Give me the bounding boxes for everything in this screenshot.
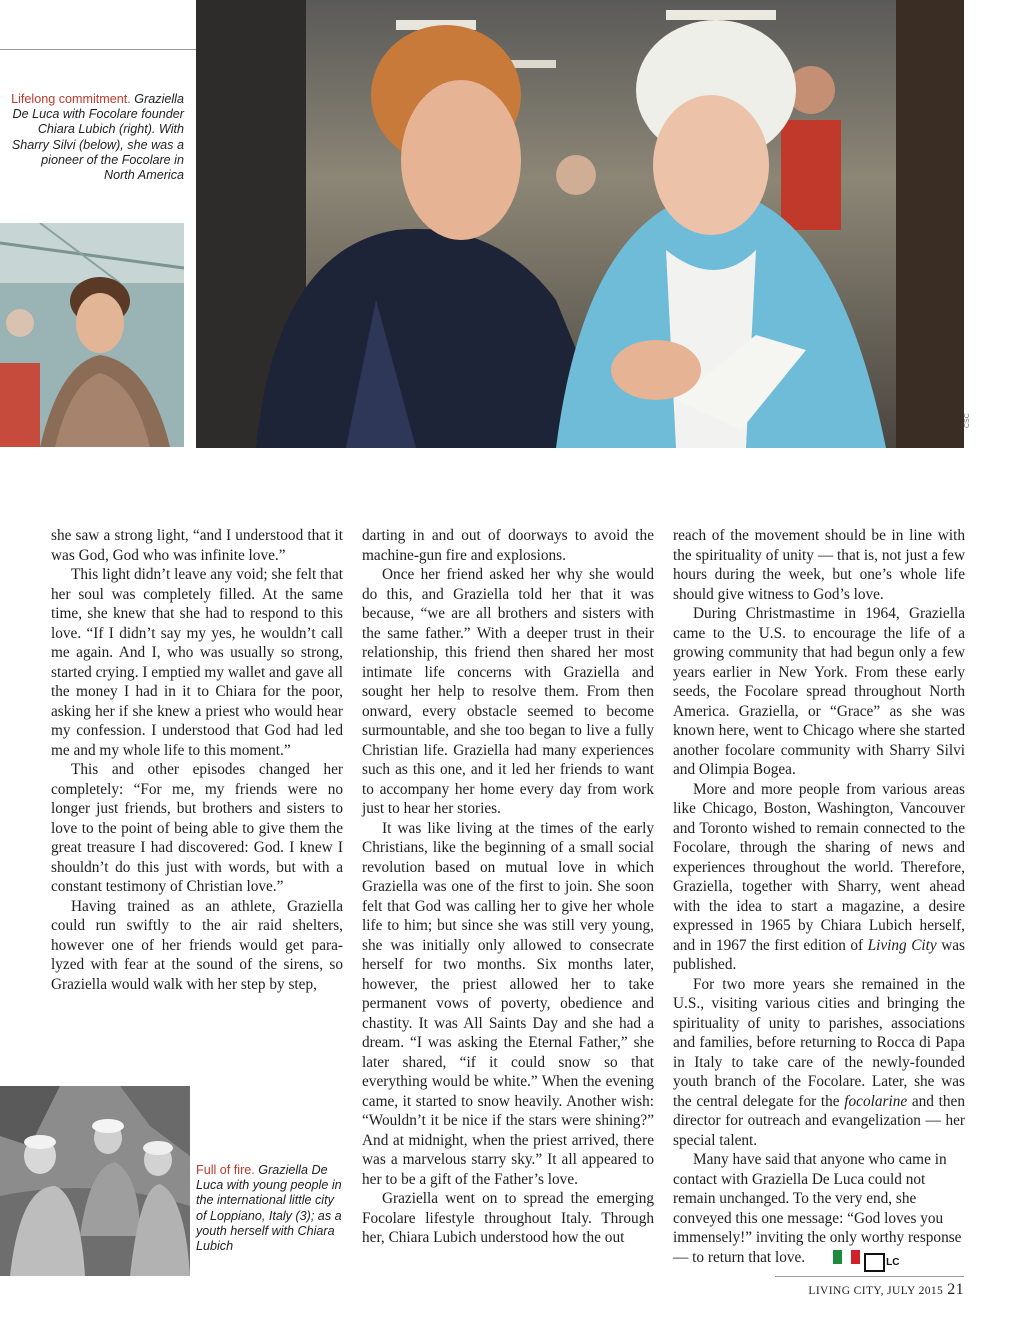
paragraph: This light didn’t leave any void; she felt that her soul was completely filled. At the same time, she knew that she had to respond to this love. “If I didn’t say my yes, he wouldn’t call me again. And I, who was usually so strong, started crying. I emptied my wallet and gave all the money I had in it to Chiara for the poor, asking her if she knew a priest who would hear my confession. I understood that God had led me and my whole life to this moment.” <box>51 566 343 759</box>
text-run: and then director for outreach and evangelization — her special talent. <box>673 1092 965 1149</box>
article-column-1 <box>51 526 343 994</box>
article-column-2 <box>362 526 654 1248</box>
caption-bottom-body: Graziella De Luca with young people in the international little city of Loppiano, Italy (3); as a youth herself with Chiara Lubich <box>196 1163 342 1254</box>
lc-logo-badge: LC <box>864 1253 885 1272</box>
main-photo-graziella-and-chiara <box>196 0 964 448</box>
paragraph: This and other episodes changed her completely: “For me, my friends were no longer just friends, but brothers and sisters to love to the point of being able to give them the great treasure I had discovered: God. I knew I shouldn’t do this just with words, but with a constant testimony of Christian love.” <box>51 761 343 895</box>
paragraph: Once her friend asked her why she would do this, and Graziella told her that it was because, “we are all brothers and sisters with the same father.” With a deeper trust in their relationship, this friend then shared her most intimate life concerns with Graziella and sought her help to resolve them. From then onward, every obstacle seemed to become surmountable, and she too began to live a fully Christian life. Graziella had many experiences such as this one, and it led her friends to want to accompany her home every day from work just to hear her stories. <box>362 566 654 817</box>
paragraph <box>673 1150 965 1272</box>
article-column-3 <box>673 526 965 1272</box>
text-run: Many have said that anyone who came in contact with Graziella De Luca could not remain unchanged. To the very end, she conveyed this one message: “God loves you immensely!” inviting the only worthy response — to return that love. <box>673 1151 962 1266</box>
paragraph: It was like living at the times of the early Christians, like the beginning of a small social revolution based on mutual love in which Graziella was one of the first to join. She soon felt that God was calling her to give her whole life to him; but since she was still very young, she was initially only allowed to consecrate herself for two months. Six months later, however, the priest allowed her to take permanent vows of poverty, obedience and chastity. It was All Saints Day and she had a dream. “I was asking the Eternal Father,” she later shared, “if it could snow so that everything would be white.” When the evening came, it started to snow heavily. Another wish: “Wouldn’t it be nice if the stars were shining?” And at midnight, when the priest arrived, there was a marvelous starry sky.” It all appeared to her to be a gift of the Father’s love. <box>362 819 654 1188</box>
italian-flag-icon <box>833 1250 860 1264</box>
footer-divider <box>775 1276 964 1277</box>
italic-term: focolarine <box>844 1092 908 1110</box>
paragraph: reach of the movement should be in line with the spirituality of unity — that is, not just a few hours during the week, but one’s whole life should give witness to God’s love. <box>673 527 965 603</box>
youth-photo-group <box>0 1086 190 1276</box>
top-divider <box>0 49 196 50</box>
text-run: For two more years she remained in the U.S., visiting various cities and bringing the spirituality of unity to parishes, associations and families, before returning to Rocca di Papa in Italy to take care of the newly-founded youth branch of the Focolare. Later, she was the central delegate for the <box>673 975 965 1110</box>
text-run: More and more people from various areas like Chicago, Boston, Washington, Vancouver and Toronto wished to remain connected to the Focolare, through the sharing of news and experiences throughout the world. Therefore, Graziella, together with Sharry, went ahead with the idea to start a magazine, a desire expressed in 1965 by Chiara Lubich herself, and in 1967 the first edition of <box>673 780 965 954</box>
caption-top <box>8 92 184 183</box>
paragraph <box>673 780 965 975</box>
paragraph: Having trained as an athlete, Graziella could run swiftly to the air raid shelters, however one of her friends would get paralyzed with fear at the sound of the sirens, so Graziella would walk with her step by step, <box>51 897 343 993</box>
paragraph: darting in and out of doorways to avoid the machine-gun fire and explosions. <box>362 527 654 564</box>
inset-photo-sharry-silvi <box>0 223 184 447</box>
flag-stripe-white <box>842 1250 851 1264</box>
magazine-title: Living City <box>867 936 937 954</box>
page-number: 21 <box>947 1281 964 1298</box>
caption-top-body: Graziella De Luca with Focolare founder Chiara Lubich (right). With Sharry Silvi (below), she was a pioneer of the Focolare in North America <box>11 92 184 183</box>
paragraph: Graziella went on to spread the emerging Focolare lifestyle throughout Italy. Through her, Chiara Lubich understood how the out <box>362 1190 654 1246</box>
paragraph: she saw a strong light, “and I understood that it was God, God who was infinite love.” <box>51 527 343 564</box>
paragraph <box>673 975 965 1151</box>
publication-info: LIVING CITY, JULY 2015 <box>808 1285 944 1297</box>
caption-top-lead: Lifelong commitment. <box>11 92 131 106</box>
flag-stripe-green <box>833 1250 842 1264</box>
flag-stripe-red <box>851 1250 860 1264</box>
caption-bottom <box>196 1163 346 1254</box>
text-run: was published. <box>673 936 965 973</box>
page-footer <box>775 1281 964 1299</box>
caption-bottom-lead: Full of fire. <box>196 1163 255 1177</box>
photo-credit: CSC <box>964 413 971 428</box>
paragraph: During Christmastime in 1964, Graziella came to the U.S. to encourage the life of a growing community that had begun only a few years earlier in New York. From these early seeds, the Focolare spread throughout North America. Graziella, or “Grace” as she was known here, went to Chicago where she started another focolare community with Sharry Silvi and Olimpia Bogea. <box>673 605 965 778</box>
